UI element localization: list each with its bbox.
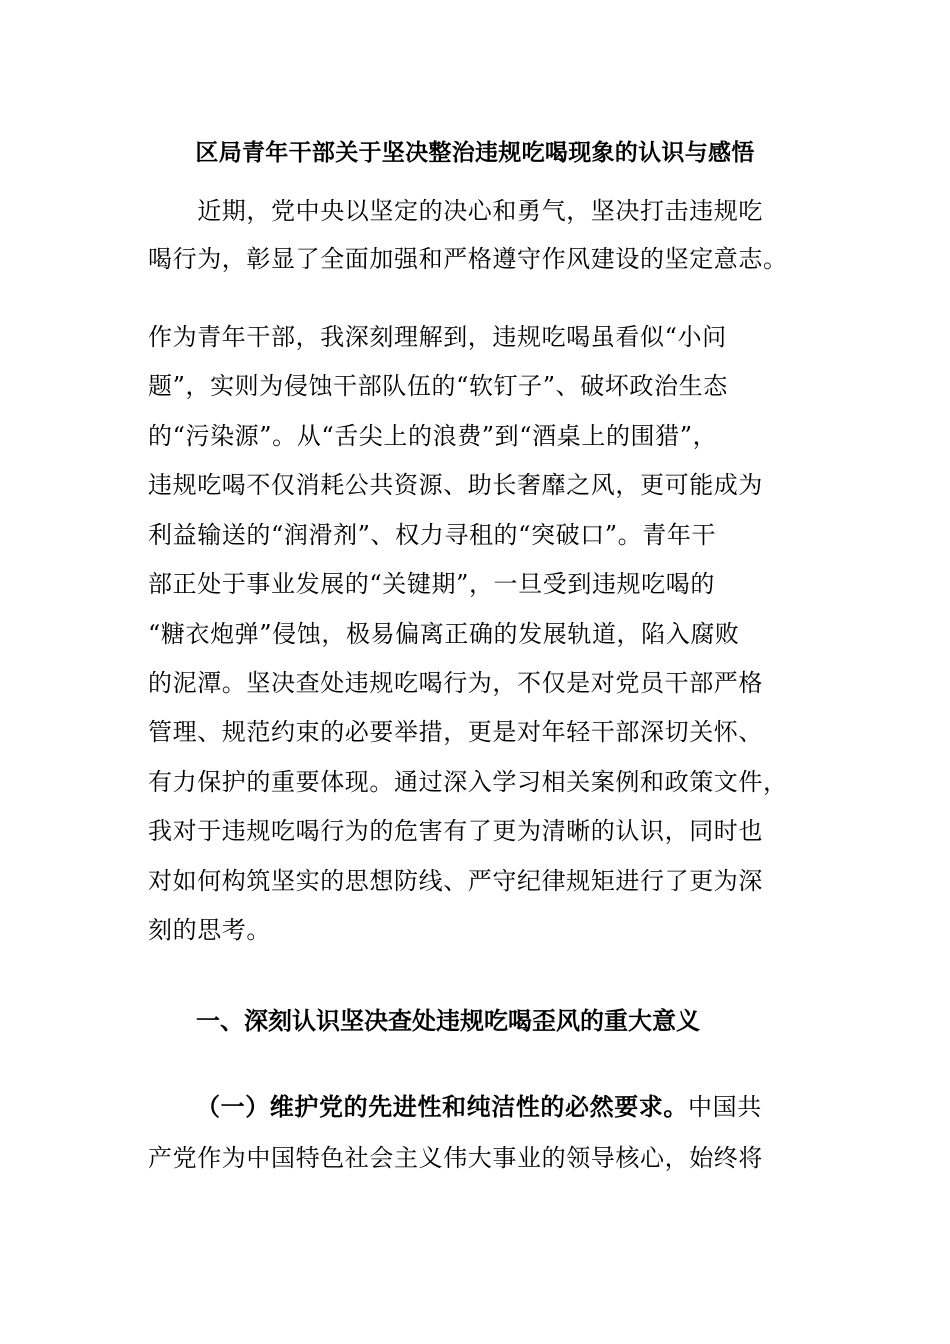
intro-line: 有力保护的重要体现。通过深入学习相关案例和政策文件， bbox=[148, 768, 788, 796]
intro-line: 的泥潭。坚决查处违规吃喝行为，不仅是对党员干部严格 bbox=[148, 669, 763, 697]
intro-line: 管理、规范约束的必要举措，更是对年轻干部深切关怀、 bbox=[148, 718, 763, 746]
subsection-lead-line bbox=[196, 1090, 762, 1124]
intro-line: 喝行为，彰显了全面加强和严格遵守作风建设的坚定意志。 bbox=[148, 245, 788, 273]
intro-line: 利益输送的“润滑剂”、权力寻租的“突破口”。青年干 bbox=[148, 521, 717, 549]
intro-line: 题”，实则为侵蚀干部队伍的“软钉子”、破坏政治生态 bbox=[148, 372, 728, 400]
section-heading: 一、深刻认识坚决查处违规吃喝歪风的重大意义 bbox=[196, 1006, 700, 1035]
intro-line: 作为青年干部，我深刻理解到，违规吃喝虽看似“小问 bbox=[148, 323, 727, 351]
subsection-heading: （一）维护党的先进性和纯洁性的必然要求。 bbox=[196, 1092, 688, 1121]
intro-line: 我对于违规吃喝行为的危害有了更为清晰的认识，同时也 bbox=[148, 817, 763, 845]
intro-line: 近期，党中央以坚定的决心和勇气，坚决打击违规吃 bbox=[148, 197, 763, 225]
intro-line: “糖衣炮弹”侵蚀，极易偏离正确的发展轨道，陷入腐败 bbox=[148, 620, 740, 648]
intro-line: 违规吃喝不仅消耗公共资源、助长奢靡之风，更可能成为 bbox=[148, 471, 763, 499]
subsection-lead-text: 中国共 bbox=[688, 1093, 762, 1121]
intro-line: 刻的思考。 bbox=[148, 916, 271, 944]
intro-line: 对如何构筑坚实的思想防线、严守纪律规矩进行了更为深 bbox=[148, 867, 763, 895]
intro-line: 部正处于事业发展的“关键期”，一旦受到违规吃喝的 bbox=[148, 570, 715, 598]
intro-line: 的“污染源”。从“舌尖上的浪费”到“酒桌上的围猎”， bbox=[148, 422, 718, 450]
document-title: 区局青年干部关于坚决整治违规吃喝现象的认识与感悟 bbox=[195, 139, 755, 166]
subsection-line: 产党作为中国特色社会主义伟大事业的领导核心，始终将 bbox=[148, 1144, 763, 1172]
